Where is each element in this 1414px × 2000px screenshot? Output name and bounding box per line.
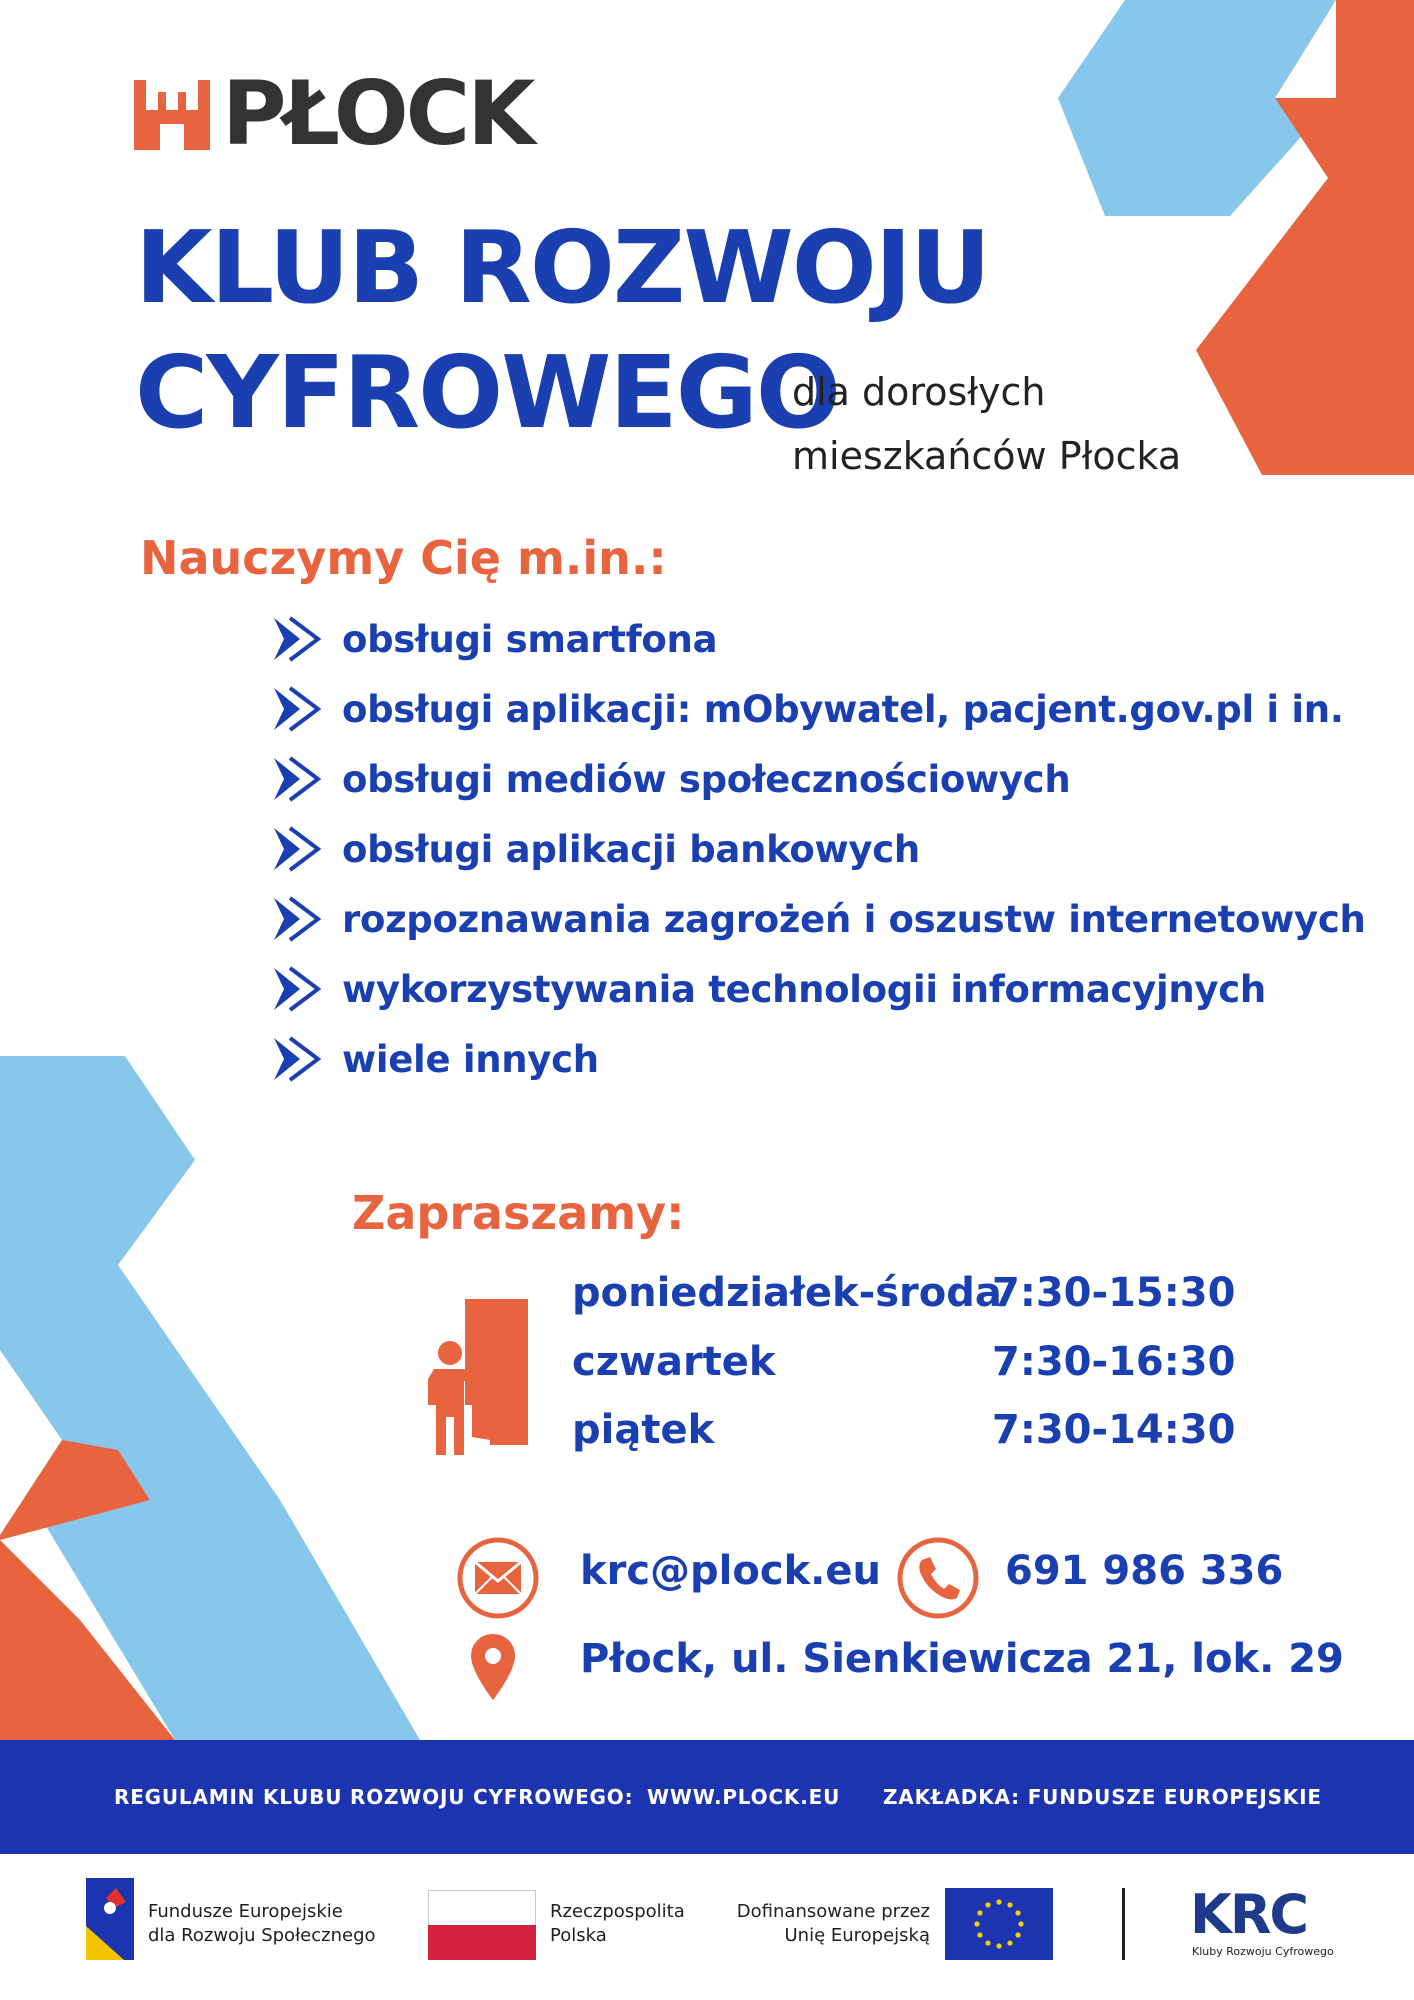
double-chevron-icon <box>270 684 322 734</box>
learn-list <box>270 604 1366 1094</box>
eu-star <box>974 1921 979 1926</box>
email-icon <box>455 1535 541 1621</box>
double-chevron-icon <box>270 964 322 1014</box>
double-chevron-icon <box>270 754 322 804</box>
schedule-days: czwartek <box>572 1339 776 1385</box>
brand-logo-text: PŁOCK <box>222 62 533 165</box>
schedule-days: poniedziałek-środa <box>572 1270 1002 1316</box>
list-item <box>270 954 1366 1024</box>
list-item <box>270 884 1366 954</box>
regulations-banner <box>0 1740 1414 1854</box>
eu-cofinanced-text <box>730 1900 930 1948</box>
schedule-row <box>572 1263 1235 1323</box>
subtitle <box>792 360 1181 488</box>
list-item <box>270 604 1366 674</box>
list-item-text: wiele innych <box>342 1037 599 1081</box>
european-funds-line-1: Fundusze Europejskie <box>148 1901 343 1922</box>
polska-text <box>550 1900 685 1948</box>
email-link[interactable]: krc@plock.eu <box>580 1548 881 1594</box>
banner-regulations-label: REGULAMIN KLUBU ROZWOJU CYFROWEGO: <box>114 1785 634 1809</box>
subtitle-line-1: dla dorosłych <box>792 370 1046 414</box>
krc-logo-caption: Kluby Rozwoju Cyfrowego <box>1192 1945 1334 1958</box>
schedule-days: piątek <box>572 1407 715 1453</box>
european-funds-logo-icon <box>86 1878 134 1960</box>
plock-crown-logo-icon <box>134 80 210 150</box>
european-funds-text <box>148 1900 376 1948</box>
list-item-text: obsługi mediów społecznościowych <box>342 757 1071 801</box>
schedule-hours: 7:30-14:30 <box>992 1407 1236 1453</box>
banner-website-link[interactable]: WWW.PLOCK.EU <box>647 1785 841 1809</box>
list-item-text: obsługi aplikacji: mObywatel, pacjent.gov.pl i in. <box>342 687 1344 731</box>
eu-cofinanced-line-1: Dofinansowane przez <box>736 1901 930 1922</box>
double-chevron-icon <box>270 824 322 874</box>
krc-logo-text: KRC <box>1190 1883 1308 1946</box>
list-item-text: rozpoznawania zagrożeń i oszustw internetowych <box>342 897 1366 941</box>
list-item <box>270 814 1366 884</box>
polish-flag-icon <box>428 1890 536 1960</box>
list-item-text: obsługi aplikacji bankowych <box>342 827 920 871</box>
phone-icon <box>895 1535 981 1621</box>
double-chevron-icon <box>270 614 322 664</box>
eu-star <box>1007 1902 1012 1907</box>
schedule-row <box>572 1332 1235 1392</box>
polska-line-1: Rzeczpospolita <box>550 1901 685 1922</box>
eu-star <box>1015 1932 1020 1937</box>
eu-flag-icon <box>945 1888 1053 1960</box>
european-funds-line-2: dla Rozwoju Społecznego <box>148 1925 376 1946</box>
schedule-hours: 7:30-16:30 <box>992 1339 1236 1385</box>
phone-number[interactable]: 691 986 336 <box>1005 1548 1284 1594</box>
eu-star <box>985 1940 990 1945</box>
eu-star <box>996 1943 1001 1948</box>
eu-star <box>1018 1921 1023 1926</box>
banner-section-label: ZAKŁADKA: FUNDUSZE EUROPEJSKIE <box>883 1785 1322 1809</box>
eu-cofinanced-line-2: Unię Europejską <box>784 1925 930 1946</box>
footer-divider <box>1122 1888 1125 1960</box>
eu-star <box>977 1910 982 1915</box>
eu-star <box>996 1899 1001 1904</box>
invite-heading: Zapraszamy: <box>352 1186 685 1240</box>
schedule-hours: 7:30-15:30 <box>992 1270 1236 1316</box>
eu-star <box>985 1902 990 1907</box>
address-text: Płock, ul. Sienkiewicza 21, lok. 29 <box>580 1636 1344 1682</box>
schedule-row <box>572 1400 1235 1460</box>
person-door-icon <box>420 1295 530 1455</box>
title-line-1: KLUB ROZWOJU <box>135 209 990 326</box>
learn-heading: Nauczymy Cię m.in.: <box>140 531 667 585</box>
list-item <box>270 744 1366 814</box>
list-item-text: obsługi smartfona <box>342 617 718 661</box>
title-line-2: CYFROWEGO <box>135 334 839 451</box>
double-chevron-icon <box>270 894 322 944</box>
subtitle-line-2: mieszkańców Płocka <box>792 434 1182 478</box>
location-pin-icon <box>468 1632 518 1702</box>
list-item <box>270 1024 1366 1094</box>
eu-star <box>1007 1940 1012 1945</box>
eu-star <box>977 1932 982 1937</box>
list-item <box>270 674 1366 744</box>
double-chevron-icon <box>270 1034 322 1084</box>
list-item-text: wykorzystywania technologii informacyjnych <box>342 967 1266 1011</box>
polska-line-2: Polska <box>550 1925 607 1946</box>
eu-star <box>1015 1910 1020 1915</box>
